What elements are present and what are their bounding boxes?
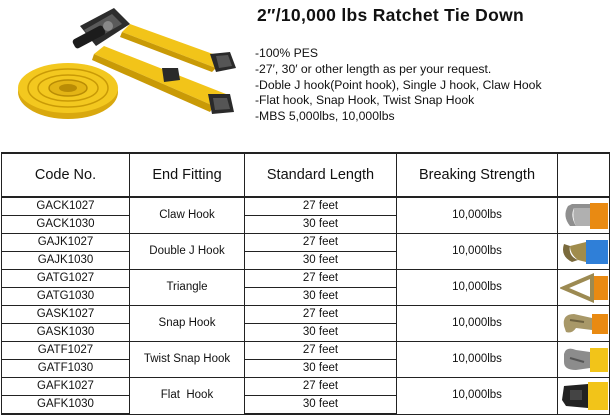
- length-cell: 27 feet: [245, 306, 397, 324]
- code-cell: GACK1027: [2, 197, 130, 216]
- length-cell: 30 feet: [245, 288, 397, 306]
- feature-item: -Doble J hook(Point hook), Single J hook, Claw Hook: [255, 77, 542, 92]
- triangle-ring-icon: [560, 272, 608, 303]
- code-cell: GATG1027: [2, 270, 130, 288]
- table-row: [2, 197, 610, 216]
- double-j-hook-icon: [560, 236, 608, 267]
- strength-cell: 10,000lbs: [397, 234, 558, 270]
- table-row: [2, 342, 610, 360]
- length-cell: 27 feet: [245, 270, 397, 288]
- header-end-fitting: End Fitting: [130, 153, 245, 197]
- code-cell: GAJK1027: [2, 234, 130, 252]
- length-cell: 30 feet: [245, 216, 397, 234]
- strength-cell: 10,000lbs: [397, 378, 558, 415]
- feature-item: -Flat hook, Snap Hook, Twist Snap Hook: [255, 93, 475, 108]
- feature-item: -100% PES: [255, 46, 319, 60]
- claw-hook-icon: [560, 200, 608, 231]
- feature-item: -27′, 30′ or other length as per your request.: [255, 61, 492, 76]
- strength-cell: 10,000lbs: [397, 197, 558, 234]
- code-cell: GASK1027: [2, 306, 130, 324]
- fitting-cell: Triangle: [130, 270, 245, 306]
- strength-cell: 10,000lbs: [397, 270, 558, 306]
- twist-snap-hook-icon: [560, 344, 608, 375]
- fitting-cell: Flat Hook: [130, 378, 245, 415]
- ratchet-strap-photo: [12, 2, 244, 128]
- code-cell: GATF1030: [2, 360, 130, 378]
- strength-cell: 10,000lbs: [397, 306, 558, 342]
- header-breaking-strength: Breaking Strength: [397, 153, 558, 197]
- table-row: [2, 378, 610, 396]
- code-cell: GATF1027: [2, 342, 130, 360]
- length-cell: 27 feet: [245, 342, 397, 360]
- table-row: [2, 306, 610, 324]
- fitting-cell: Double J Hook: [130, 234, 245, 270]
- code-cell: GATG1030: [2, 288, 130, 306]
- header-image: [558, 153, 610, 197]
- length-cell: 27 feet: [245, 378, 397, 396]
- length-cell: 30 feet: [245, 360, 397, 378]
- table-row: [2, 234, 610, 252]
- fitting-cell: Twist Snap Hook: [130, 342, 245, 378]
- length-cell: 27 feet: [245, 234, 397, 252]
- length-cell: 27 feet: [245, 197, 397, 216]
- spec-table: [1, 152, 610, 415]
- code-cell: GACK1030: [2, 216, 130, 234]
- snap-hook-icon: [560, 308, 608, 339]
- feature-item: -MBS 5,000lbs, 10,000lbs: [255, 109, 395, 124]
- product-title: 2″/10,000 lbs Ratchet Tie Down: [257, 5, 525, 25]
- header-standard-length: Standard Length: [245, 153, 397, 197]
- code-cell: GAFK1030: [2, 396, 130, 415]
- fitting-cell: Snap Hook: [130, 306, 245, 342]
- table-row: [2, 270, 610, 288]
- fitting-cell: Claw Hook: [130, 197, 245, 234]
- length-cell: 30 feet: [245, 252, 397, 270]
- feature-list: [255, 46, 542, 125]
- strength-cell: 10,000lbs: [397, 342, 558, 378]
- length-cell: 30 feet: [245, 324, 397, 342]
- flat-hook-icon: [560, 380, 608, 411]
- length-cell: 30 feet: [245, 396, 397, 415]
- code-cell: GAJK1030: [2, 252, 130, 270]
- header-code-no: Code No.: [2, 153, 130, 197]
- code-cell: GAFK1027: [2, 378, 130, 396]
- table-header-row: [2, 153, 610, 197]
- code-cell: GASK1030: [2, 324, 130, 342]
